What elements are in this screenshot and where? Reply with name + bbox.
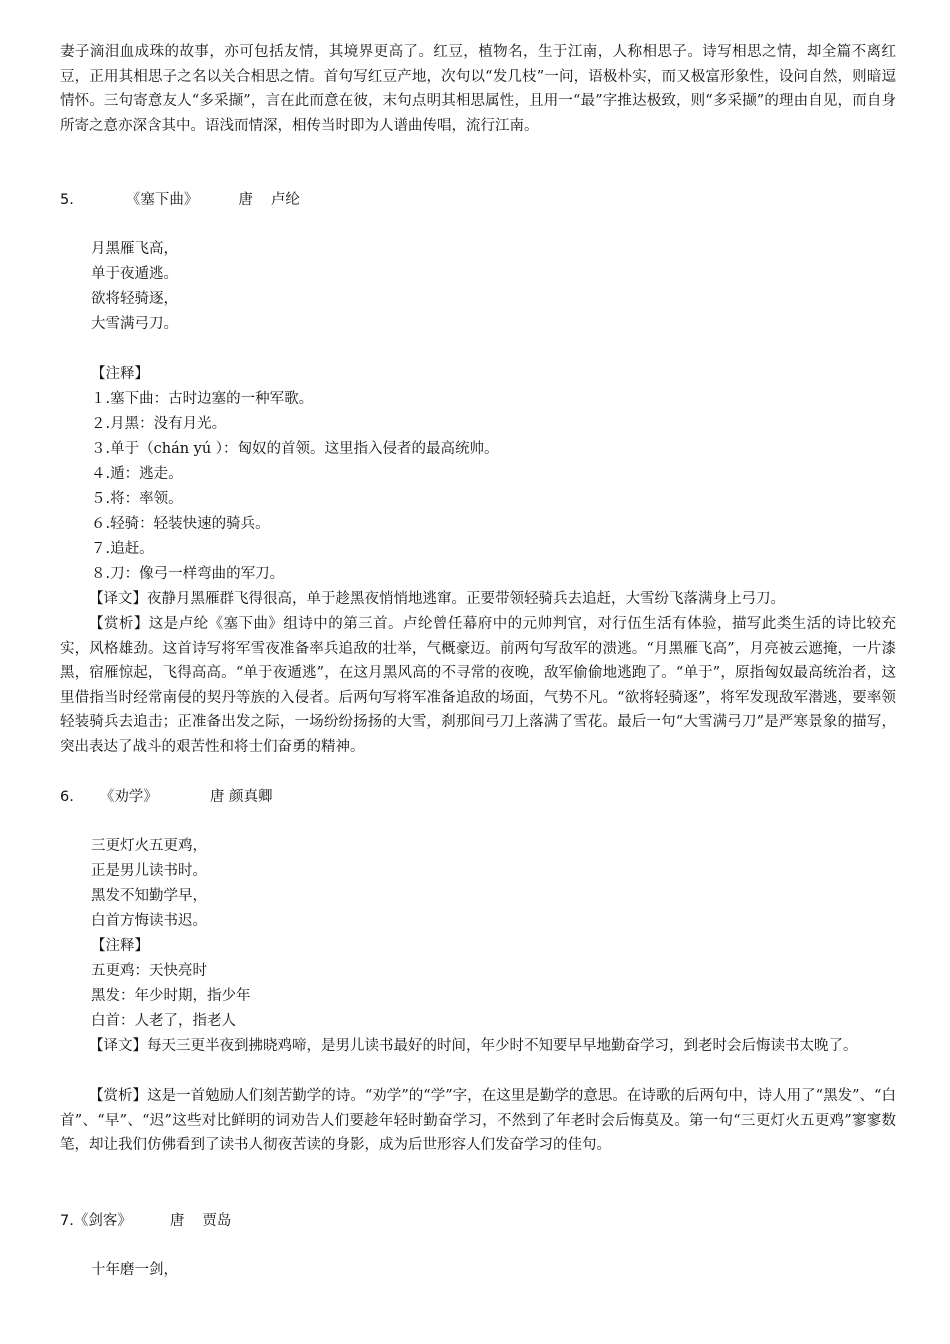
poem6-title: 《劝学》: [99, 789, 158, 805]
intro-paragraph: 妻子滴泪血成珠的故事，亦可包括友情，其境界更高了。红豆，植物名，生于江南，人称相思子。诗写相思之情，却全篇不离红豆，正用其相思子之名以关合相思之情。首句写红豆产地，次句以“发几枝”一问，语极朴实，而又极富形象性，设问自然，则暗逗情怀。三句寄意友人“多采撷”，言在此而意在彼，末句点明其相思属性，且用一“最”字推达极致，则“多采撷”的理由自见，而自身所寄之意亦深含其中。语浅而情深，相传当时即为人谱曲传唱，流行江南。: [60, 44, 896, 134]
poem5-translation: 【译文】夜静月黑雁群飞得很高，单于趁黑夜悄悄地逃窜。正要带领轻骑兵去追赶，大雪纷飞落满身上弓刀。: [89, 591, 785, 607]
poem6-line-2: 正是男儿读书时。: [91, 863, 207, 879]
poem6-line-3: 黑发不知勤学早，: [91, 888, 207, 904]
poem5-line-2: 单于夜遁逃。: [91, 266, 178, 282]
poem7-heading: [60, 1211, 231, 1231]
poem6-number: 6.: [60, 789, 74, 805]
poem5-author: 卢纶: [270, 192, 300, 208]
poem5-line-1: 月黑雁飞高，: [91, 241, 178, 257]
poem6-line-4: 白首方悔读书迟。: [91, 913, 207, 929]
poem5-note-3: ３.单于（chán yú ）：匈奴的首领。这里指入侵者的最高统帅。: [91, 441, 499, 457]
poem5-number: 5.: [60, 192, 74, 208]
poem5-line-4: 大雪满弓刀。: [91, 316, 178, 332]
poem6-note-2: 黑发：年少时期，指少年: [91, 988, 251, 1004]
poem7-line-1: 十年磨一剑，: [91, 1262, 178, 1278]
poem6-translation: 【译文】每天三更半夜到拂晓鸡啼，是男儿读书最好的时间，年少时不知要早早地勤奋学习，到老时会后悔读书太晚了。: [89, 1038, 858, 1054]
poem5-note-1: １.塞下曲：古时边塞的一种军歌。: [91, 391, 314, 407]
poem6-note-3: 白首：人老了，指老人: [91, 1013, 236, 1029]
poem7-number: 7.: [60, 1213, 74, 1229]
poem7-title: 《剑客》: [73, 1213, 132, 1229]
poem5-line-3: 欲将轻骑逐，: [91, 291, 178, 307]
poem6-notes-heading: 【注释】: [91, 938, 149, 954]
poem5-heading: [60, 190, 300, 210]
poem5-note-4: ４.遁：逃走。: [91, 466, 183, 482]
poem5-note-5: ５.将：率领。: [91, 491, 183, 507]
poem5-appreciation: 【赏析】这是卢纶《塞下曲》组诗中的第三首。卢纶曾任幕府中的元帅判官，对行伍生活有体验，描写此类生活的诗比较充实，风格雄劲。这首诗写将军雪夜准备率兵追敌的壮举，气概豪迈。前两句写敌军的溃逃。“月黑雁飞高”，月亮被云遮掩，一片漆黑，宿雁惊起，飞得高高。“单于夜遁逃”，在这月黑风高的不寻常的夜晚，敌军偷偷地逃跑了。“单于”，原指匈奴最高统治者，这里借指当时经常南侵的契丹等族的入侵者。后两句写将军准备追敌的场面，气势不凡。“欲将轻骑逐”，将军发现敌军潜逃，要率领轻装骑兵去追击；正准备出发之际，一场纷纷扬扬的大雪，刹那间弓刀上落满了雪花。最后一句“大雪满弓刀”是严寒景象的描写，突出表达了战斗的艰苦性和将士们奋勇的精神。: [60, 616, 896, 755]
poem5-notes-heading: 【注释】: [91, 366, 149, 382]
poem5-dynasty: 唐: [238, 192, 253, 208]
poem6-appreciation: 【赏析】这是一首勉励人们刻苦勤学的诗。“劝学”的“学”字，在这里是勤学的意思。在诗歌的后两句中，诗人用了“黑发”、“白首”、“早”、“迟”这些对比鲜明的词劝告人们要趁年轻时勤奋学习，不然到了年老时会后悔莫及。第一句“三更灯火五更鸡”寥寥数笔，却让我们仿佛看到了读书人彻夜苦读的身影，成为后世形容人们发奋学习的佳句。: [60, 1088, 896, 1154]
poem6-dynasty-author: 唐 颜真卿: [209, 789, 273, 805]
poem6-note-1: 五更鸡：天快亮时: [91, 963, 207, 979]
poem5-note-6: ６.轻骑：轻装快速的骑兵。: [91, 516, 270, 532]
poem7-author: 贾岛: [202, 1213, 232, 1229]
poem6-heading: [60, 787, 272, 807]
poem7-dynasty: 唐: [169, 1213, 185, 1229]
poem5-note-8: ８.刀：像弓一样弯曲的军刀。: [91, 566, 285, 582]
poem6-line-1: 三更灯火五更鸡，: [91, 838, 207, 854]
poem5-title: 《塞下曲》: [125, 192, 199, 208]
poem5-note-7: ７.追赶。: [91, 541, 154, 557]
poem5-note-2: ２.月黑：没有月光。: [91, 416, 227, 432]
